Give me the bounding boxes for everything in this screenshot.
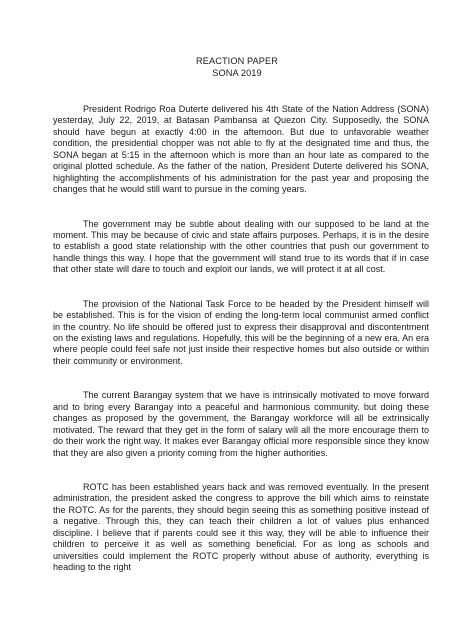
paragraph-task-force: The provision of the National Task Force to be headed by the President himself will be established. This is for the vision of ending the long-term local communist armed conflict in the country. No life should be offered just to express their disapproval and discontentment on the existing laws and regulations. Hopefully, this will be the beginning of a new era. An era where people could feel safe not just inside their respective homes but also outside or within their community or environment.	[53, 298, 429, 366]
paragraph-sona-intro: President Rodrigo Roa Duterte delivered his 4th State of the Nation Address (SONA) yesterday, July 22, 2019, at Batasan Pambansa at Quezon City. Supposedly, the SONA should have begun at exactly 4:00 in the afternoon. But due to unfavorable weather condition, the presidential chopper was not able to fly at the designated time and thus, the SONA began at 5:15 in the afternoon which is more than an hour late as compared to the original plotted schedule. As the father of the nation, President Duterte delivered his SONA, highlighting the accomplishments of his administration for the past year and proposing the changes that he would still want to pursue in the coming years.	[53, 104, 429, 195]
paragraph-territory: The government may be subtle about dealing with our supposed to be land at the moment. This may be because of civic and state affairs purposes. Perhaps, it is in the desire to establish a good state relationship with the other countries that push our government to handle things this way. I hope that the government will stand true to its words that if in case that other state will dare to touch and exploit our lands, we will protect it at all cost.	[53, 218, 429, 275]
paragraph-rotc: ROTC has been established years back and was removed eventually. In the present administration, the president asked the congress to approve the bill which aims to reinstate the ROTC. As for the parents, they should begin seeing this as something positive instead of a negative. Through this, they can teach their children a lot of values plus enhanced discipline. I believe that if parents could see it this way, they will be able to influence their children to perceive it as well as something beneficial. For as long as schools and universities could implement the ROTC properly without abuse of authority, everything is heading to the right	[53, 481, 429, 573]
document-title: REACTION PAPER	[196, 56, 278, 66]
document-body	[53, 104, 429, 596]
paragraph-barangay: The current Barangay system that we have is intrinsically motivated to move forward and to bring every Barangay into a peaceful and harmonious community. but doing these changes as proposed by the government, the Barangay workforce will all be extrinsically motivated. The reward that they get in the form of salary will all the more encourage them to do their work the right way. It makes ever Barangay official more responsible since they know that they are also given a priority coming from the higher authorities.	[53, 390, 429, 458]
title-block	[0, 56, 474, 79]
document-subtitle: SONA 2019	[212, 67, 262, 78]
